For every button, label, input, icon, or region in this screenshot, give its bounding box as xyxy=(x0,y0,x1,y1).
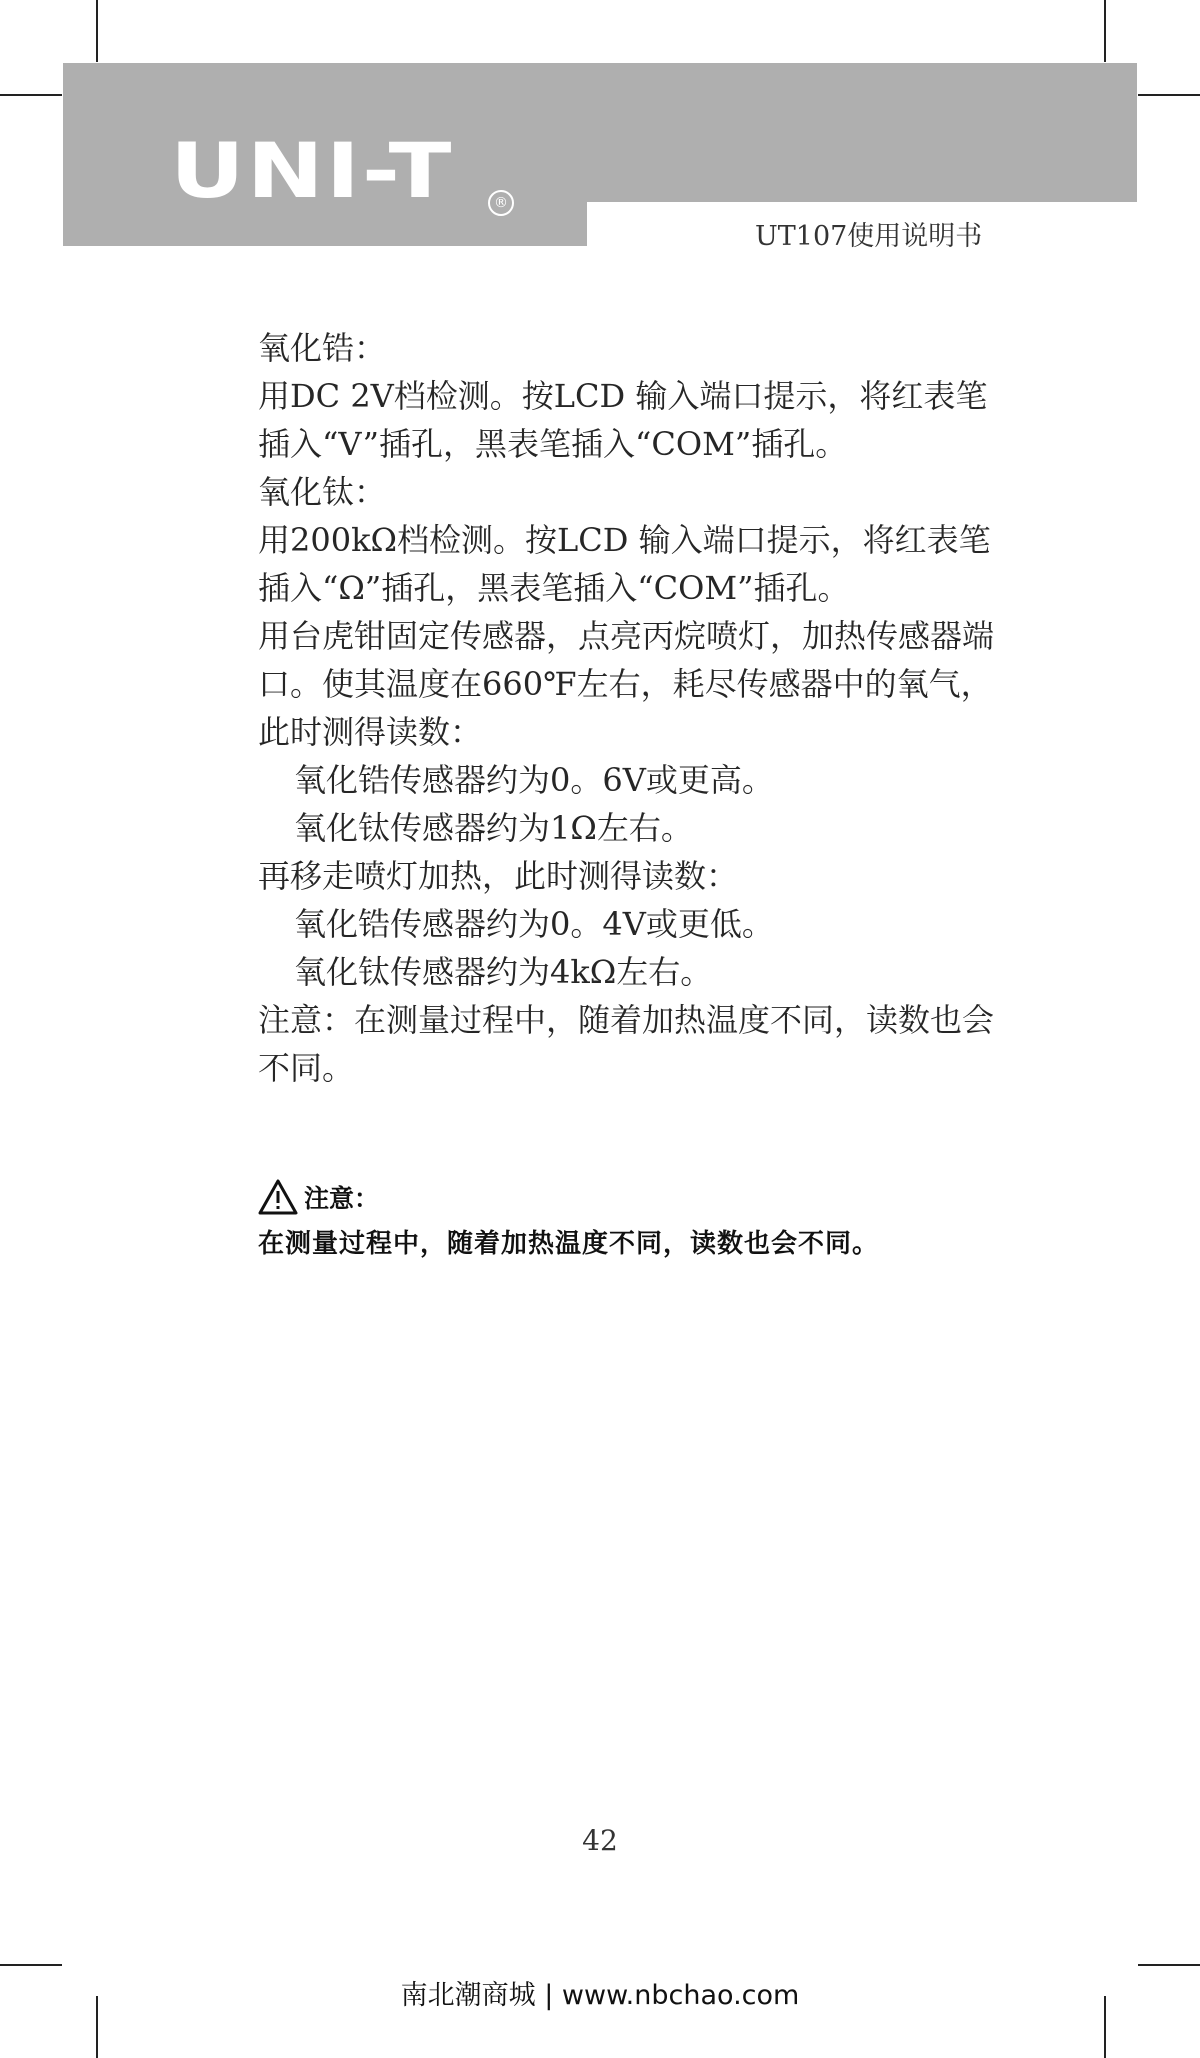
footer-watermark: 南北潮商城 | www.nbchao.com xyxy=(400,1980,800,2011)
text-line: 用DC 2V档检测。按LCD 输入端口提示，将红表笔插入“V”插孔，黑表笔插入“COM”插孔。 xyxy=(258,377,988,463)
crop-mark xyxy=(1138,94,1200,96)
text-line: 氧化钛传感器约为4kΩ左右。 xyxy=(294,953,713,991)
text-line: 用200kΩ档检测。按LCD 输入端口提示，将红表笔插入“Ω”插孔，黑表笔插入“COM”插孔。 xyxy=(258,521,991,607)
page-number: 42 xyxy=(582,1824,618,1857)
brand-logo: UNI-T xyxy=(170,127,454,216)
registered-mark: ® xyxy=(488,190,514,216)
caution-note xyxy=(258,1176,998,1268)
manual-title: UT107使用说明书 xyxy=(755,221,983,252)
caution-header xyxy=(258,1176,998,1218)
crop-mark xyxy=(0,94,62,96)
text-line: 再移走喷灯加热，此时测得读数： xyxy=(258,857,739,895)
crop-mark xyxy=(1138,1964,1200,1966)
body-text xyxy=(258,324,998,1092)
text-line: 氧化锆传感器约为0。4V或更低。 xyxy=(294,905,774,943)
caution-text: 在测量过程中，随着加热温度不同，读数也会不同。 xyxy=(258,1229,880,1259)
text-line: 氧化钛传感器约为1Ω左右。 xyxy=(294,809,693,847)
text-line: 氧化钛： xyxy=(258,473,387,511)
text-line: 氧化锆传感器约为0。6V或更高。 xyxy=(294,761,774,799)
text-line: 氧化锆： xyxy=(258,329,387,367)
crop-mark xyxy=(1104,0,1106,62)
crop-mark xyxy=(0,1964,62,1966)
crop-mark xyxy=(96,0,98,62)
text-line: 用台虎钳固定传感器，点亮丙烷喷灯，加热传感器端口。使其温度在660℉左右，耗尽传感器中的氧气，此时测得读数： xyxy=(258,617,995,751)
warning-triangle-icon xyxy=(258,1179,298,1215)
caution-label: 注意： xyxy=(304,1184,380,1213)
text-line: 注意：在测量过程中，随着加热温度不同，读数也会不同。 xyxy=(258,1001,995,1087)
